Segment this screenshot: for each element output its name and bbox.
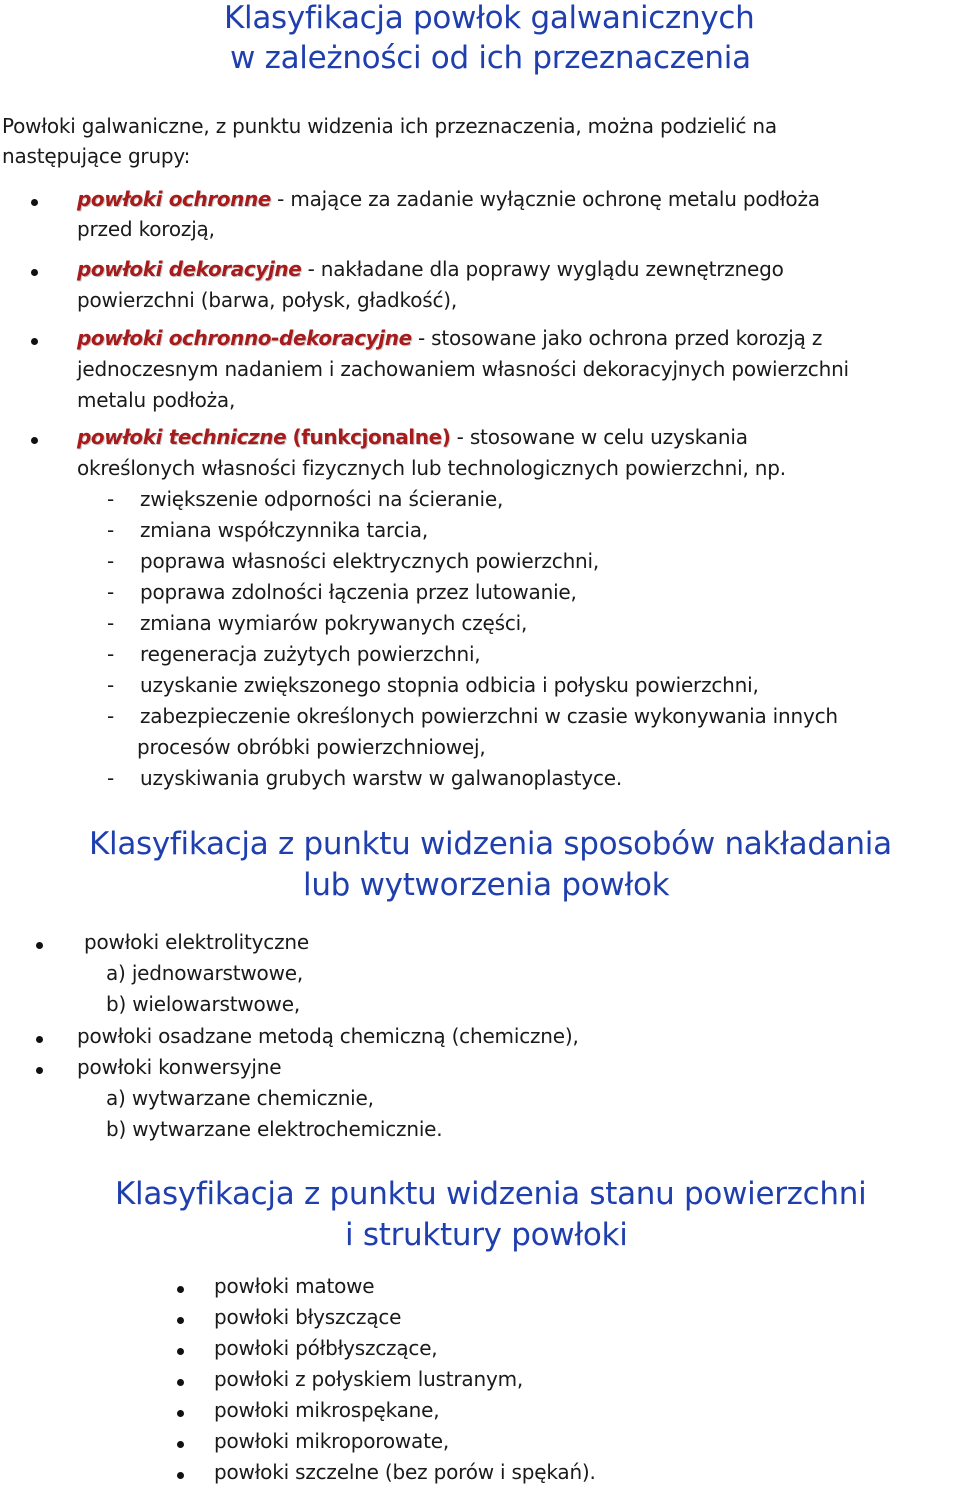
list-item: powłoki szczelne (bez porów i spękań). — [214, 1460, 596, 1484]
list-item-chemical: powłoki osadzane metodą chemiczną (chemiczne), — [77, 1024, 579, 1048]
list-item: powłoki mikroporowate, — [214, 1429, 450, 1453]
list-item-protective-decorative — [77, 326, 822, 350]
bullet-icon — [36, 1036, 43, 1043]
list-item-conversion: powłoki konwersyjne — [77, 1055, 282, 1079]
dash-marker: - — [107, 766, 115, 790]
term-protective-decorative: powłoki ochronno-dekoracyjne — [77, 326, 412, 350]
bullet-icon — [36, 942, 43, 949]
dash-marker: - — [107, 642, 115, 666]
list-item: powłoki matowe — [214, 1274, 375, 1298]
dash-item: poprawa własności elektrycznych powierzchni, — [140, 549, 600, 573]
section1-title-line1: Klasyfikacja powłok galwanicznych — [224, 0, 755, 36]
dash-item-continuation: procesów obróbki powierzchniowej, — [137, 735, 486, 759]
bullet-icon — [31, 199, 38, 206]
dash-marker: - — [107, 549, 115, 573]
list-item: powłoki z połyskiem lustranym, — [214, 1367, 524, 1391]
dash-item: zmiana współczynnika tarcia, — [140, 518, 429, 542]
list-item-technical — [77, 425, 748, 449]
item-desc: - nakładane dla poprawy wyglądu zewnętrznego — [301, 257, 784, 281]
section3-title-line2: i struktury powłoki — [345, 1217, 628, 1253]
dash-item: poprawa zdolności łączenia przez lutowanie, — [140, 580, 577, 604]
dash-marker: - — [107, 580, 115, 604]
item-continuation: przed korozją, — [77, 217, 215, 241]
term-technical: powłoki techniczne — [77, 425, 287, 449]
item-desc: - stosowane w celu uzyskania — [450, 425, 748, 449]
list-item: powłoki mikrospękane, — [214, 1398, 440, 1422]
list-item: powłoki półbłyszczące, — [214, 1336, 438, 1360]
term-functional: (funkcjonalne) — [292, 425, 451, 449]
bullet-icon — [177, 1317, 184, 1324]
dash-marker: - — [107, 704, 115, 728]
dash-item: regeneracja zużytych powierzchni, — [140, 642, 481, 666]
section3-title-line1: Klasyfikacja z punktu widzenia stanu powierzchni — [115, 1176, 867, 1212]
bullet-icon — [31, 437, 38, 444]
term-decorative: powłoki dekoracyjne — [77, 257, 302, 281]
sub-item: b) wytwarzane elektrochemicznie. — [106, 1117, 443, 1141]
bullet-icon — [177, 1286, 184, 1293]
section2-title-line1: Klasyfikacja z punktu widzenia sposobów nakładania — [89, 826, 892, 862]
dash-marker: - — [107, 611, 115, 635]
sub-item: b) wielowarstwowe, — [106, 992, 300, 1016]
sub-item: a) jednowarstwowe, — [106, 961, 303, 985]
list-item: powłoki błyszczące — [214, 1305, 402, 1329]
dash-item: zwiększenie odporności na ścieranie, — [140, 487, 504, 511]
bullet-icon — [31, 269, 38, 276]
bullet-icon — [177, 1410, 184, 1417]
item-desc: - stosowane jako ochrona przed korozją z — [411, 326, 823, 350]
bullet-icon — [177, 1472, 184, 1479]
item-continuation: powierzchni (barwa, połysk, gładkość), — [77, 288, 458, 312]
dash-marker: - — [107, 673, 115, 697]
item-continuation: metalu podłoża, — [77, 388, 236, 412]
list-item-electrolytic: powłoki elektrolityczne — [84, 930, 309, 954]
section2-title-line2: lub wytworzenia powłok — [303, 867, 670, 903]
list-item-decorative — [77, 257, 784, 281]
item-desc: - mające za zadanie wyłącznie ochronę metalu podłoża — [270, 187, 820, 211]
bullet-icon — [177, 1379, 184, 1386]
sub-item: a) wytwarzane chemicznie, — [106, 1086, 374, 1110]
item-continuation: jednoczesnym nadaniem i zachowaniem własności dekoracyjnych powierzchni — [77, 357, 849, 381]
dash-item: uzyskanie zwiększonego stopnia odbicia i połysku powierzchni, — [140, 673, 759, 697]
dash-item: zabezpieczenie określonych powierzchni w czasie wykonywania innych — [140, 704, 838, 728]
list-item-protective — [77, 187, 820, 211]
section1-title-line2: w zależności od ich przeznaczenia — [230, 40, 751, 76]
bullet-icon — [177, 1441, 184, 1448]
item-continuation: określonych własności fizycznych lub technologicznych powierzchni, np. — [77, 456, 786, 480]
bullet-icon — [31, 338, 38, 345]
bullet-icon — [36, 1067, 43, 1074]
intro-line2: następujące grupy: — [2, 144, 191, 168]
dash-marker: - — [107, 487, 115, 511]
dash-item: zmiana wymiarów pokrywanych części, — [140, 611, 528, 635]
dash-item: uzyskiwania grubych warstw w galwanoplastyce. — [140, 766, 623, 790]
bullet-icon — [177, 1348, 184, 1355]
dash-marker: - — [107, 518, 115, 542]
intro-line1: Powłoki galwaniczne, z punktu widzenia ich przeznaczenia, można podzielić na — [2, 114, 777, 138]
term-protective: powłoki ochronne — [77, 187, 271, 211]
